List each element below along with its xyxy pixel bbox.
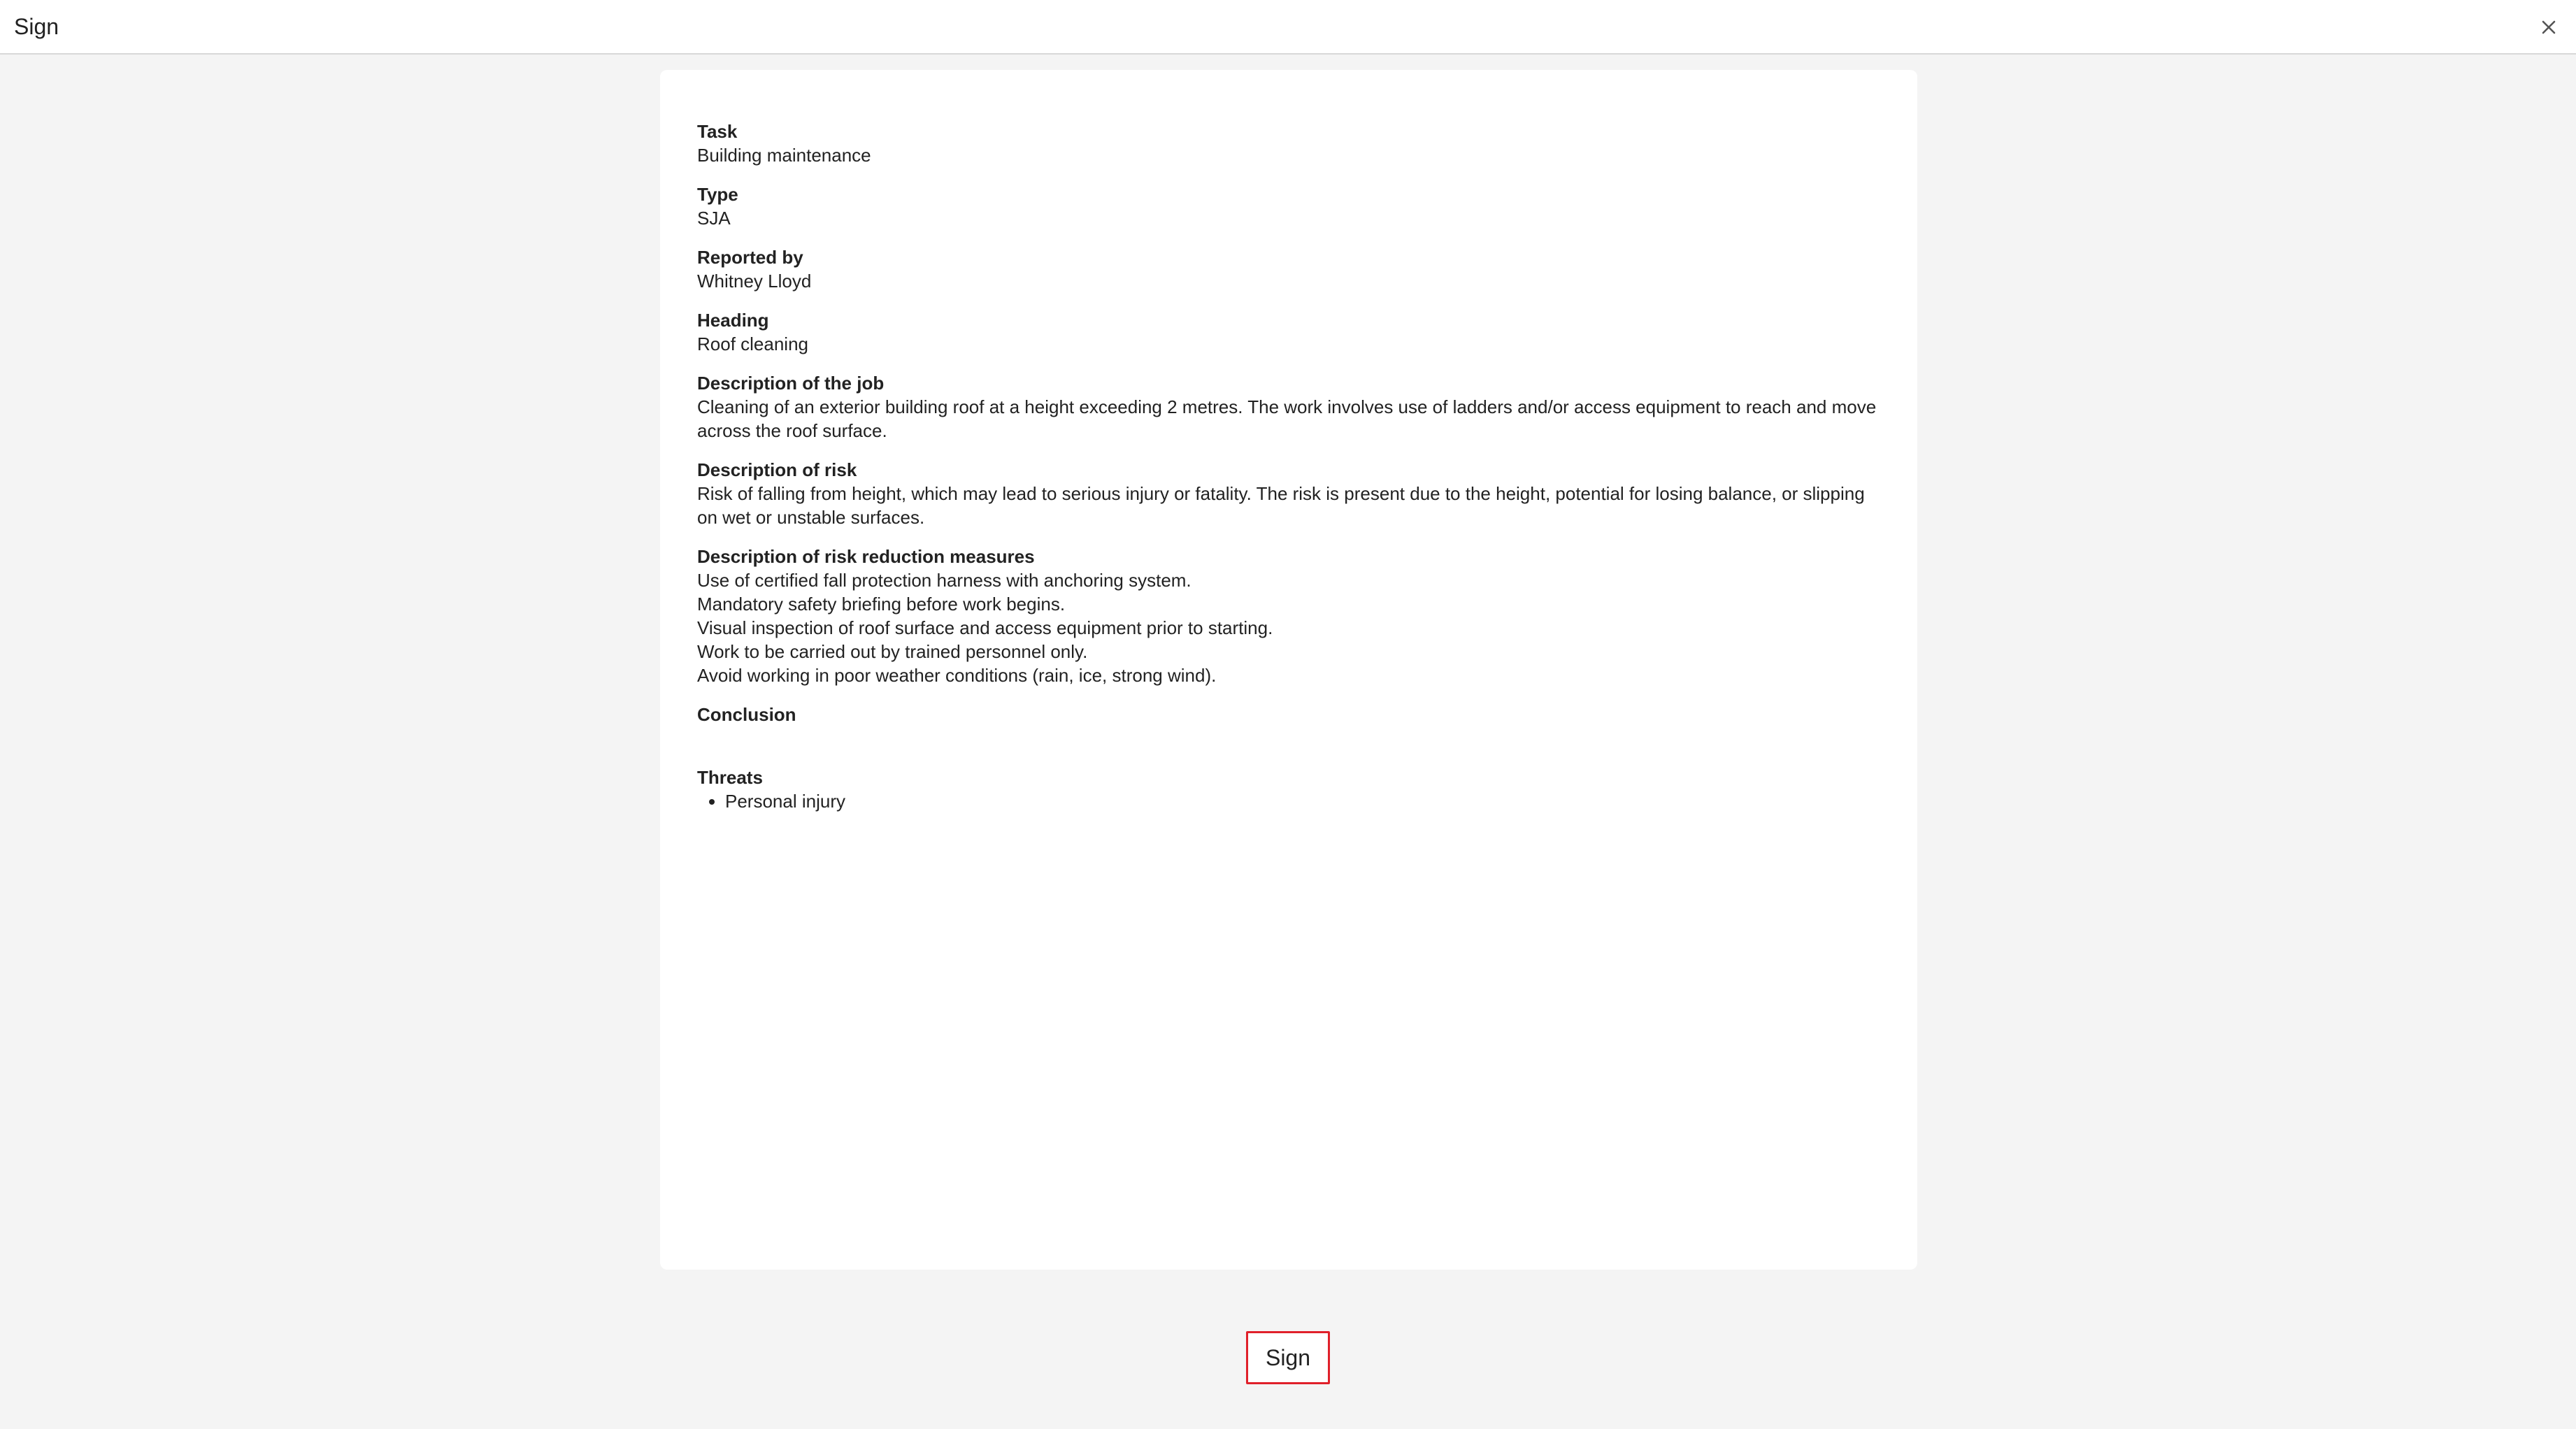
- field-label: Description of risk reduction measures: [697, 546, 1035, 567]
- field-reported-by: [697, 245, 1881, 293]
- document-card: [660, 70, 1917, 1270]
- field-conclusion: [697, 703, 1881, 750]
- field-value: [697, 568, 1881, 687]
- field-value: Building maintenance: [697, 145, 871, 166]
- field-threats: [697, 766, 1881, 813]
- dialog-title: Sign: [14, 14, 59, 39]
- list-item: • Personal injury: [725, 789, 1881, 813]
- risk-reduction-line: Avoid working in poor weather conditions (rain, ice, strong wind).: [697, 665, 1217, 686]
- close-button[interactable]: [2531, 10, 2566, 45]
- field-value: Risk of falling from height, which may lead to serious injury or fatality. The risk is present due to the height, potential for losing balance, or slipping on wet or unstable surfaces.: [697, 483, 1865, 528]
- risk-reduction-line: Use of certified fall protection harness with anchoring system.: [697, 570, 1192, 591]
- field-value: Cleaning of an exterior building roof at a height exceeding 2 metres. The work involves use of ladders and/or access equipment to reach and move across the roof surface.: [697, 396, 1877, 441]
- field-label: Heading: [697, 310, 769, 331]
- risk-reduction-line: Visual inspection of roof surface and access equipment prior to starting.: [697, 617, 1273, 638]
- field-label: Type: [697, 184, 738, 205]
- field-label: Description of the job: [697, 373, 885, 394]
- dialog-header: [0, 0, 2576, 55]
- field-job-description: [697, 371, 1881, 443]
- field-label: Description of risk: [697, 459, 857, 480]
- field-label: Conclusion: [697, 704, 796, 725]
- threats-list: [697, 789, 1881, 813]
- field-value: SJA: [697, 208, 731, 229]
- field-value: [697, 726, 1881, 750]
- field-type: [697, 182, 1881, 230]
- field-risk-reduction: [697, 545, 1881, 687]
- risk-reduction-line: Work to be carried out by trained personnel only.: [697, 641, 1088, 662]
- field-heading: [697, 308, 1881, 356]
- field-value: Roof cleaning: [697, 333, 808, 354]
- risk-reduction-line: Mandatory safety briefing before work begins.: [697, 594, 1066, 615]
- close-icon: [2540, 19, 2557, 36]
- field-task: [697, 120, 1881, 167]
- field-risk-description: [697, 458, 1881, 529]
- field-label: Task: [697, 121, 738, 142]
- field-label: Threats: [697, 767, 763, 788]
- field-label: Reported by: [697, 247, 803, 268]
- field-value: Whitney Lloyd: [697, 271, 812, 292]
- sign-button[interactable]: Sign: [1246, 1331, 1330, 1384]
